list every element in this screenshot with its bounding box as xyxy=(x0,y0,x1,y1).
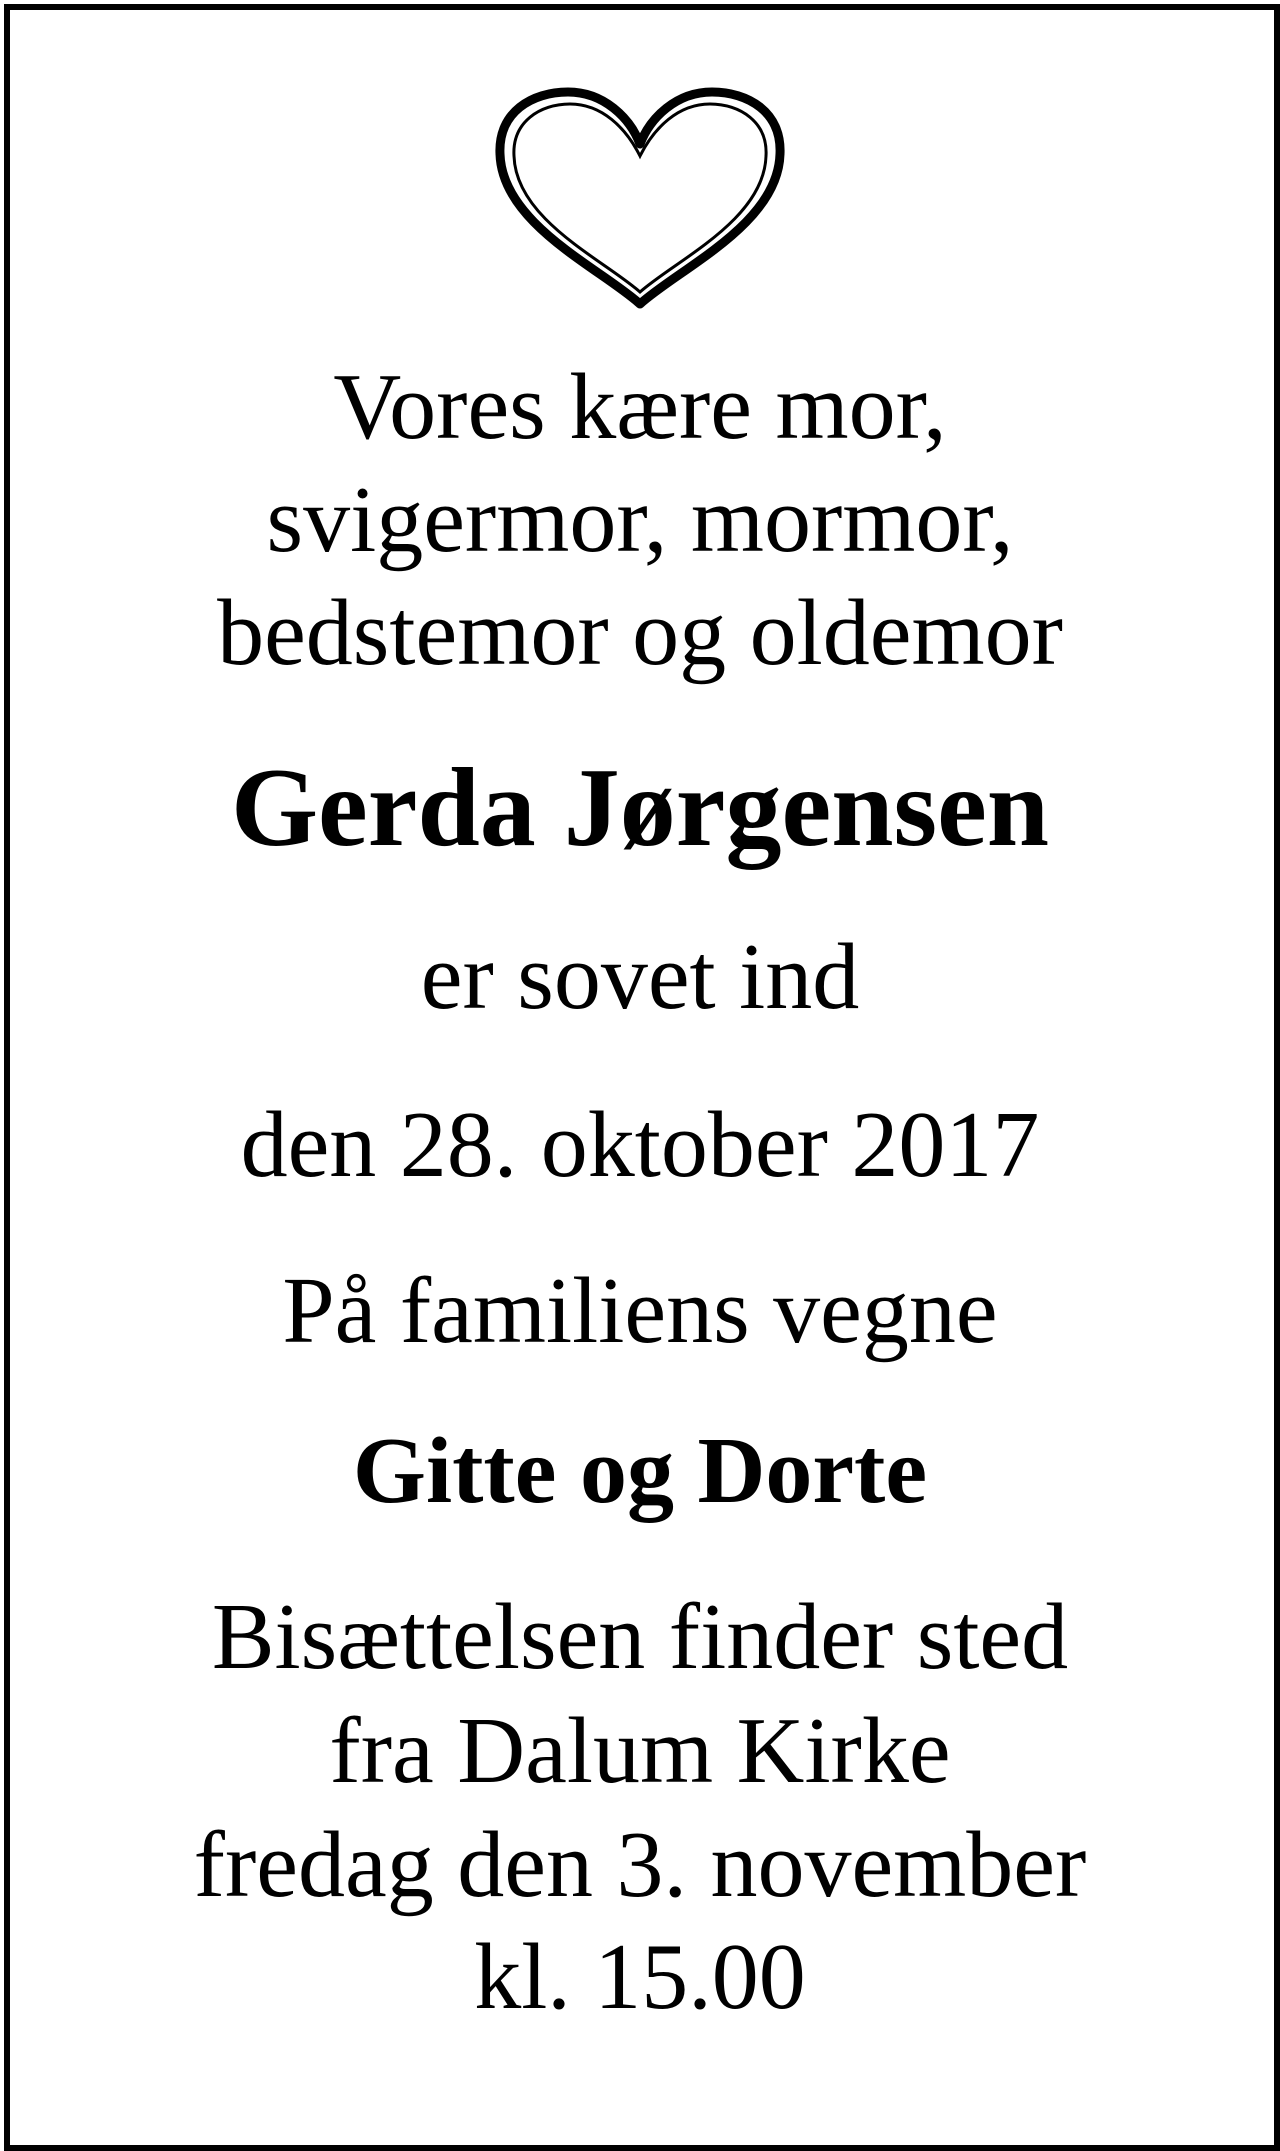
funeral-line-2: fra Dalum Kirke xyxy=(329,1699,951,1803)
on-behalf-text: På familiens vegne xyxy=(282,1259,998,1363)
heart-outline-icon xyxy=(488,86,792,310)
passed-text: er sovet ind xyxy=(420,925,860,1029)
signatories: Gitte og Dorte xyxy=(352,1419,928,1523)
intro-line-3: bedstemor og oldemor xyxy=(217,581,1063,685)
date-text: den 28. oktober 2017 xyxy=(240,1093,1040,1197)
funeral-line-3: fredag den 3. november xyxy=(193,1813,1087,1917)
deceased-name: Gerda Jørgensen xyxy=(230,746,1050,870)
funeral-line-4: kl. 15.00 xyxy=(474,1925,806,2029)
funeral-line-1: Bisættelsen finder sted xyxy=(211,1585,1069,1689)
intro-line-1: Vores kære mor, xyxy=(333,355,947,459)
intro-line-2: svigermor, mormor, xyxy=(266,468,1014,572)
